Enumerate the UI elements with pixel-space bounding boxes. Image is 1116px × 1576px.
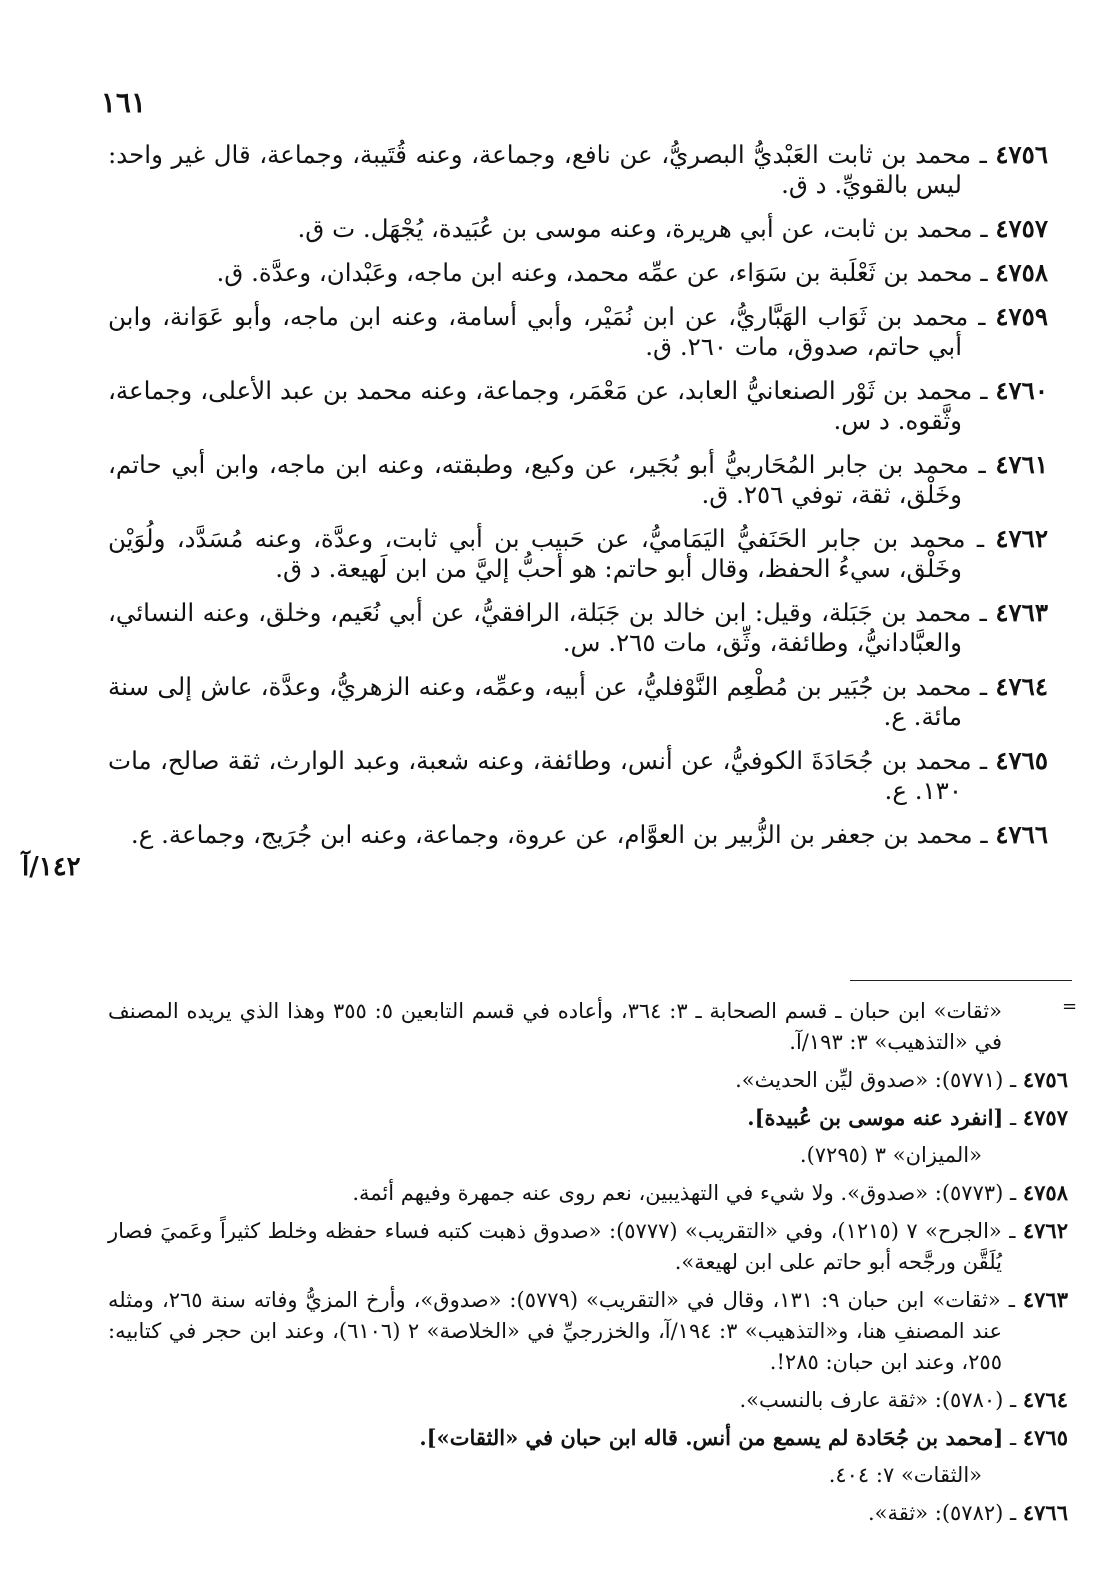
entry-text: محمد بن ثَوْر الصنعانيُّ العابد، عن مَعْمَر، وجماعة، وعنه محمد بن عبد الأعلى، وجماعة، وثَّقوه. د س.: [108, 376, 973, 435]
entry: ٤٧٥٧ ـ محمد بن ثابت، عن أبي هريرة، وعنه موسى بن عُبَيدة، يُجْهَل. ت ق.: [297, 214, 1048, 243]
footnote: ٤٧٦٢ ـ «الجرح» ٧ (١٢١٥)، وفي «التقريب» (٥٧٧٧): «صدوق ذهبت كتبه فساء حفظه وخلط كثيراً وعَميَ فصار يُلَقَّن ورجَّحه أبو حاتم على ابن لهيعة».: [108, 1218, 1068, 1274]
entry-number: ٤٧٥٦: [995, 140, 1048, 169]
margin-folio-note: ١٤٢/آ: [22, 852, 81, 882]
footnote-number: ٤٧٥٦: [1022, 1067, 1068, 1092]
entry-number: ٤٧٦٠: [995, 376, 1048, 405]
footnote-number: ٤٧٦٣: [1022, 1287, 1069, 1312]
entry: ٤٧٦١ ـ محمد بن جابر المُحَاربيُّ أبو بُجَير، عن وكيع، وطبقته، وعنه ابن ماجه، وابن أبي حاتم، وخَلْق، ثقة، توفي ٢٥٦. ق.: [108, 450, 1048, 509]
footnote-text: [انفرد عنه موسى بن عُبيدة].: [747, 1105, 1004, 1130]
footnote: ٤٧٦٣ ـ «ثقات» ابن حبان ٩: ١٣١، وقال في «التقريب» (٥٧٧٩): «صدوق»، وأرخ المزيُّ وفاته سنة ٢٦٥، ومثله عند المصنفِ هنا، و«التذهيب» ٣: ١٩٤/آ، والخزرجيِّ في «الخلاصة» ٢ (٦١٠٦)، وعند ابن حجر في كتابيه: ٢٥٥، وعند ابن حبان: ٢٨٥!.: [108, 1287, 1069, 1374]
entry-number: ٤٧٦١: [995, 450, 1048, 479]
footnote-divider: [850, 980, 1072, 981]
entry-text: محمد بن جُبَير بن مُطْعِم النَّوْفليُّ، عن أبيه، وعمِّه، وعنه الزهريُّ، وعدَّة، عاش إلى سنة مائة. ع.: [108, 672, 972, 731]
entry: ٤٧٥٩ ـ محمد بن ثَوَاب الهَبَّاريُّ، عن ابن نُمَيْر، وأبي أسامة، وعنه ابن ماجه، وأبو عَوَانة، وابن أبي حاتم، صدوق، مات ٢٦٠. ق.: [108, 302, 1048, 361]
footnote-subline: «الميزان» ٣ (٧٢٩٥).: [799, 1143, 982, 1167]
footnote: ٤٧٥٧ ـ [انفرد عنه موسى بن عُبيدة].: [747, 1105, 1068, 1130]
continuation-mark: =: [1062, 996, 1078, 1017]
entry-text: محمد بن جعفر بن الزُّبير بن العوَّام، عن عروة، وجماعة، وعنه ابن جُرَيج، وجماعة. ع.: [130, 820, 973, 849]
footnote-subline: «الثقات» ٧: ٤٠٤.: [828, 1463, 982, 1487]
entry: ٤٧٦٥ ـ محمد بن جُحَادَةَ الكوفيُّ، عن أنس، وطائفة، وعنه شعبة، وعبد الوارث، ثقة صالح، مات ١٣٠. ع.: [108, 746, 1048, 805]
entry-text: محمد بن ثابت، عن أبي هريرة، وعنه موسى بن عُبَيدة، يُجْهَل. ت ق.: [297, 214, 973, 243]
entry-number: ٤٧٥٧: [995, 214, 1048, 243]
entry-text: محمد بن ثَعْلَبة بن سَوَاء، عن عمِّه محمد، وعنه ابن ماجه، وعَبْدان، وعدَّة. ق.: [216, 258, 973, 287]
entry-number: ٤٧٦٦: [995, 820, 1048, 849]
footnote: ٤٧٦٦ ـ (٥٧٨٢): «ثقة».: [867, 1500, 1068, 1525]
entry: ٤٧٥٨ ـ محمد بن ثَعْلَبة بن سَوَاء، عن عمِّه محمد، وعنه ابن ماجه، وعَبْدان، وعدَّة. ق.: [216, 258, 1048, 287]
entry-text: محمد بن جُحَادَةَ الكوفيُّ، عن أنس، وطائفة، وعنه شعبة، وعبد الوارث، ثقة صالح، مات ١٣٠. ع.: [108, 746, 972, 805]
entry-text: محمد بن جابر الحَنَفيُّ اليَمَاميُّ، عن حَبيب بن أبي ثابت، وعدَّة، وعنه مُسَدَّد، ولُوَيْن وخَلْق، سيءُ الحفظ، وقال أبو حاتم: هو أحبُّ إليَّ من ابن لَهيعة. د ق.: [108, 524, 966, 583]
footnote: ٤٧٥٦ ـ (٥٧٧١): «صدوق ليِّن الحديث».: [735, 1067, 1068, 1092]
entry-text: محمد بن ثابت العَبْديُّ البصريُّ، عن نافع، وجماعة، وعنه قُتَيبة، وجماعة، قال غير واحد: ليس بالقويِّ. د ق.: [108, 140, 972, 199]
footnote-text: «ثقات» ابن حبان ٩: ١٣١، وقال في «التقريب» (٥٧٧٩): «صدوق»، وأرخ المزيُّ وفاته سنة ٢٦٥، ومثله عند المصنفِ هنا، و«التذهيب» ٣: ١٩٤/آ، والخزرجيِّ في «الخلاصة» ٢ (٦١٠٦)، وعند ابن حجر في كتابيه: ٢٥٥، وعند ابن حبان: ٢٨٥!.: [108, 1288, 1002, 1374]
footnote-number: ٤٧٥٧: [1022, 1105, 1068, 1130]
entry-text: محمد بن جابر المُحَاربيُّ أبو بُجَير، عن وكيع، وطبقته، وعنه ابن ماجه، وابن أبي حاتم، وخَلْق، ثقة، توفي ٢٥٦. ق.: [108, 450, 969, 509]
footnote-text: (٥٧٨٠): «ثقة عارف بالنسب».: [739, 1388, 1004, 1412]
biography-entries: [108, 140, 1048, 864]
footnote-continuation: «ثقات» ابن حبان ـ قسم الصحابة ـ ٣: ٣٦٤، وأعاده في قسم التابعين ٥: ٣٥٥ وهذا الذي يريده المصنف في «التذهيب» ٣: ١٩٣/آ.: [108, 999, 1002, 1054]
entry-number: ٤٧٦٣: [995, 598, 1048, 627]
footnote-text: (٥٧٨٢): «ثقة».: [867, 1501, 1004, 1525]
entry-number: ٤٧٥٩: [995, 302, 1048, 331]
entry: ٤٧٦٢ ـ محمد بن جابر الحَنَفيُّ اليَمَاميُّ، عن حَبيب بن أبي ثابت، وعدَّة، وعنه مُسَدَّد، ولُوَيْن وخَلْق، سيءُ الحفظ، وقال أبو حاتم: هو أحبُّ إليَّ من ابن لَهيعة. د ق.: [108, 524, 1048, 583]
entry: ٤٧٦٤ ـ محمد بن جُبَير بن مُطْعِم النَّوْفليُّ، عن أبيه، وعمِّه، وعنه الزهريُّ، وعدَّة، عاش إلى سنة مائة. ع.: [108, 672, 1048, 731]
footnote-number: ٤٧٦٦: [1022, 1500, 1068, 1525]
entry: ٤٧٦٠ ـ محمد بن ثَوْر الصنعانيُّ العابد، عن مَعْمَر، وجماعة، وعنه محمد بن عبد الأعلى، وجماعة، وثَّقوه. د س.: [108, 376, 1048, 435]
footnote-text: [محمد بن جُحَادة لم يسمع من أنس. قاله ابن حبان في «الثقات»].: [419, 1425, 1004, 1450]
entry: ٤٧٥٦ ـ محمد بن ثابت العَبْديُّ البصريُّ، عن نافع، وجماعة، وعنه قُتَيبة، وجماعة، قال غير واحد: ليس بالقويِّ. د ق.: [108, 140, 1048, 199]
page-number: ١٦١: [100, 86, 146, 119]
entry-number: ٤٧٦٢: [995, 524, 1048, 553]
entry-number: ٤٧٥٨: [995, 258, 1048, 287]
footnote-number: ٤٧٦٢: [1022, 1218, 1068, 1243]
entry-text: محمد بن ثَوَاب الهَبَّاريُّ، عن ابن نُمَيْر، وأبي أسامة، وعنه ابن ماجه، وأبو عَوَانة، وابن أبي حاتم، صدوق، مات ٢٦٠. ق.: [108, 302, 969, 361]
entry-number: ٤٧٦٥: [995, 746, 1048, 775]
footnote-text: (٥٧٧٣): «صدوق». ولا شيء في التهذيبين، نعم روى عنه جمهرة وفيهم أئمة.: [352, 1181, 1004, 1205]
footnote-number: ٤٧٥٨: [1022, 1180, 1068, 1205]
footnote-number: ٤٧٦٤: [1022, 1387, 1068, 1412]
footnote: ٤٧٥٨ ـ (٥٧٧٣): «صدوق». ولا شيء في التهذيبين، نعم روى عنه جمهرة وفيهم أئمة.: [352, 1180, 1068, 1205]
footnote-text: (٥٧٧١): «صدوق ليِّن الحديث».: [735, 1068, 1004, 1092]
footnotes: [108, 996, 1068, 1535]
entry: ٤٧٦٦ ـ محمد بن جعفر بن الزُّبير بن العوَّام، عن عروة، وجماعة، وعنه ابن جُرَيج، وجماعة. ع.: [130, 820, 1048, 849]
footnote: ٤٧٦٤ ـ (٥٧٨٠): «ثقة عارف بالنسب».: [739, 1387, 1068, 1412]
footnote: ٤٧٦٥ ـ [محمد بن جُحَادة لم يسمع من أنس. قاله ابن حبان في «الثقات»].: [419, 1425, 1068, 1450]
entry-text: محمد بن جَبَلة، وقيل: ابن خالد بن جَبَلة، الرافقيُّ، عن أبي نُعَيم، وخلق، وعنه النسائي، والعبَّادانيُّ، وطائفة، وثِّق، مات ٢٦٥. س.: [108, 598, 972, 657]
footnote-text: «الجرح» ٧ (١٢١٥)، وفي «التقريب» (٥٧٧٧): «صدوق ذهبت كتبه فساء حفظه وخلط كثيراً وعَميَ فصار يُلَقَّن ورجَّحه أبو حاتم على ابن لهيعة».: [108, 1219, 1002, 1274]
entry: ٤٧٦٣ ـ محمد بن جَبَلة، وقيل: ابن خالد بن جَبَلة، الرافقيُّ، عن أبي نُعَيم، وخلق، وعنه النسائي، والعبَّادانيُّ، وطائفة، وثِّق، مات ٢٦٥. س.: [108, 598, 1048, 657]
footnote-number: ٤٧٦٥: [1022, 1425, 1068, 1450]
entry-number: ٤٧٦٤: [995, 672, 1048, 701]
